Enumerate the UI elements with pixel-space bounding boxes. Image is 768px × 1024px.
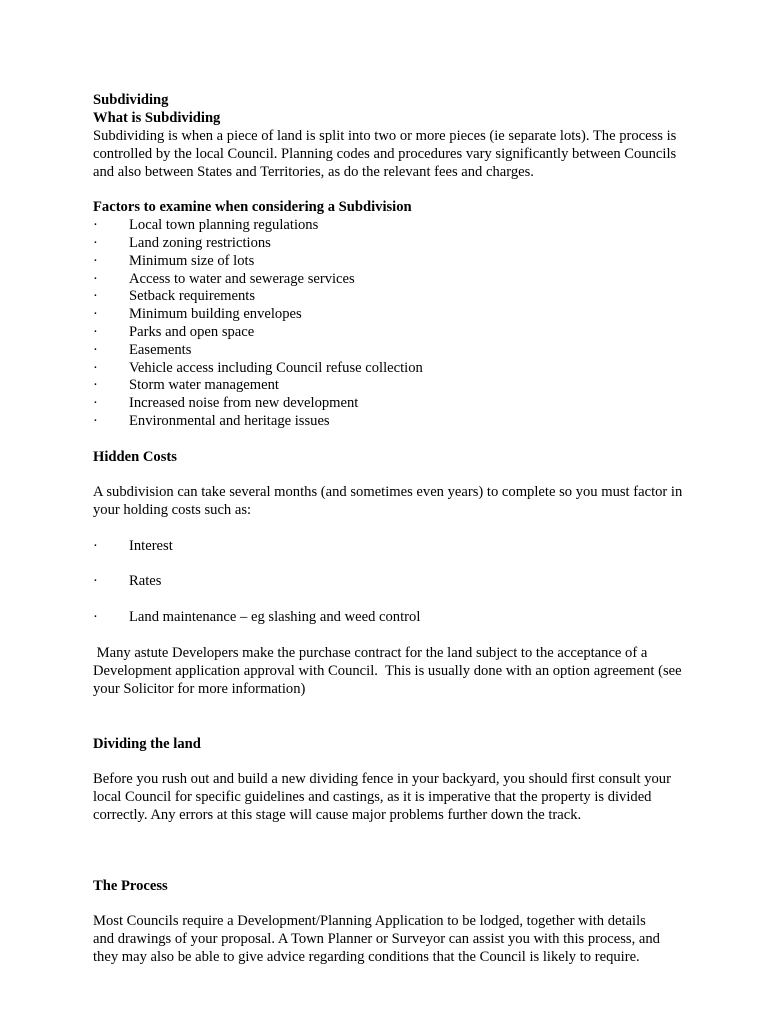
section-heading-what-is-subdividing: What is Subdividing — [93, 110, 221, 126]
bullet-icon: · — [93, 360, 98, 376]
section-heading-factors: Factors to examine when considering a Subdivision — [93, 199, 412, 215]
bullet-icon: · — [93, 377, 98, 393]
developers-paragraph: Many astute Developers make the purchase contract for the land subject to the acceptance of a Development application approval with Council. This is usually done with an option agreement (see your Solicitor for more information) — [93, 645, 686, 697]
hidden-costs-paragraph: A subdivision can take several months (and sometimes even years) to complete so you must factor in your holding costs such as: — [93, 484, 683, 518]
list-item-text: Land maintenance – eg slashing and weed control — [129, 609, 421, 625]
list-item-text: Minimum building envelopes — [129, 306, 302, 322]
bullet-icon: · — [93, 413, 98, 429]
list-item-text: Minimum size of lots — [129, 253, 255, 269]
list-item-text: Rates — [129, 573, 162, 589]
document-title: Subdividing — [93, 92, 169, 108]
bullet-icon: · — [93, 342, 98, 358]
bullet-icon: · — [93, 217, 98, 233]
bullet-icon: · — [93, 395, 98, 411]
section-heading-hidden-costs: Hidden Costs — [93, 449, 177, 465]
list-item-text: Storm water management — [129, 377, 279, 393]
bullet-icon: · — [93, 609, 98, 625]
list-item-text: Access to water and sewerage services — [129, 271, 355, 287]
list-item-text: Parks and open space — [129, 324, 255, 340]
bullet-icon: · — [93, 253, 98, 269]
bullet-icon: · — [93, 324, 98, 340]
list-item-text: Vehicle access including Council refuse collection — [129, 360, 423, 376]
bullet-icon: · — [93, 235, 98, 251]
bullet-icon: · — [93, 288, 98, 304]
section-heading-the-process: The Process — [93, 878, 168, 894]
list-item-text: Interest — [129, 538, 173, 554]
dividing-the-land-paragraph: Before you rush out and build a new dividing fence in your backyard, you should first consult your local Council for specific guidelines and castings, as it is imperative that the property is divided correctly. Any errors at this stage will cause major problems further down the track. — [93, 771, 671, 823]
section-heading-dividing-the-land: Dividing the land — [93, 736, 201, 752]
list-item-text: Setback requirements — [129, 288, 256, 304]
list-item-text: Local town planning regulations — [129, 217, 319, 233]
bullet-icon: · — [93, 538, 98, 554]
bullet-icon: · — [93, 573, 98, 589]
list-item-text: Easements — [129, 342, 192, 358]
what-is-subdividing-paragraph: Subdividing is when a piece of land is split into two or more pieces (ie separate lots). The process is controlled by the local Council. Planning codes and procedures vary significantly between Councils and also between States and Territories, as do the relevant fees and charges. — [93, 128, 677, 180]
list-item-text: Increased noise from new development — [129, 395, 359, 411]
bullet-icon: · — [93, 306, 98, 322]
the-process-paragraph: Most Councils require a Development/Planning Application to be lodged, together with details and drawings of your proposal. A Town Planner or Surveyor can assist you with this process, and they may also be able to give advice regarding conditions that the Council is likely to require. — [93, 913, 660, 965]
list-item-text: Land zoning restrictions — [129, 235, 271, 251]
bullet-icon: · — [93, 271, 98, 287]
list-item-text: Environmental and heritage issues — [129, 413, 330, 429]
